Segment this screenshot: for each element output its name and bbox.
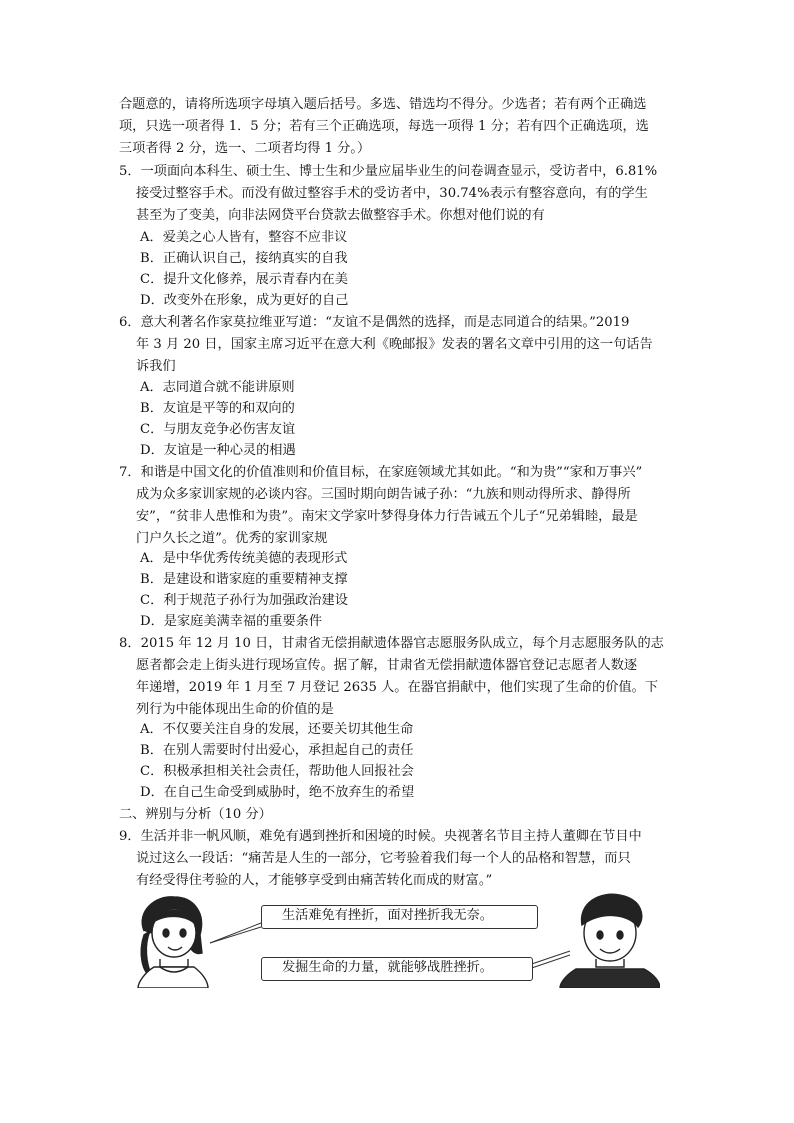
bubble-text: 发掘生命的力量，就能够战胜挫折。 (282, 960, 493, 975)
question-5-stem-line: 甚至为了变美，向非法网贷平台贷款去做整容手术。你想对他们说的有 (136, 208, 545, 223)
question-9-stem-line: 说过这么一段话：“痛苦是人生的一部分，它考验着我们每一个人的品格和智慧，而只 (136, 851, 631, 866)
question-6-option-c: C．与朋友竞争必伤害友谊 (140, 422, 296, 437)
question-6-option-d: D．友谊是一种心灵的相遇 (140, 443, 296, 458)
question-7-option-a: A．是中华优秀传统美德的表现形式 (140, 551, 348, 566)
bubble-text: 生活难免有挫折，面对挫折我无奈。 (282, 908, 493, 923)
speech-bubble-boy (261, 957, 533, 981)
question-7-option-c: C．利于规范子孙行为加强政治建设 (140, 593, 348, 608)
pointer-line (210, 927, 261, 943)
question-8-stem-line: 年递增，2019 年 1 月至 7 月登记 2635 人。在器官捐献中，他们实现了生命的价值。下 (136, 680, 659, 695)
question-5-stem-line: 接受过整容手术。而没有做过整容手术的受访者中，30.74%表示有整容意向，有的学生 (136, 186, 648, 201)
question-8-option-d: D．在自己生命受到威胁时，绝不放弃生的希望 (140, 785, 415, 800)
dialogue-illustration (130, 893, 660, 988)
question-6-stem-line: 年 3 月 20 日，国家主席习近平在意大利《晚邮报》发表的署名文章中引用的这一句话告 (136, 337, 653, 352)
section-heading: 二、辨别与分析（10 分） (119, 807, 272, 822)
speech-bubble-girl (261, 905, 538, 929)
question-5-option-a: A．爱美之心人皆有，整容不应非议 (140, 230, 348, 245)
question-7-stem-line: 安”，“贫非人患惟和为贵”。南宋文学家叶梦得身体力行告诫五个儿子“兄弟辑睦，最是 (136, 509, 638, 524)
question-5-option-d: D．改变外在形象，成为更好的自己 (140, 293, 349, 308)
question-6-option-b: B．友谊是平等的和双向的 (140, 401, 295, 416)
intro-line: 三项者得 2 分，选一、二项者均得 1 分。） (119, 141, 371, 156)
question-9-stem-line: 9．生活并非一帆风顺，难免有遇到挫折和困境的时候。央视著名节目主持人董卿在节目中 (119, 829, 642, 844)
question-8-stem-line: 8．2015 年 12 月 10 日，甘肃省无偿捐献遗体器官志愿服务队成立，每个月志愿服务队的志 (119, 636, 664, 651)
question-9-stem-line: 有经受得住考验的人，才能够享受到由痛苦转化而成的财富。” (136, 873, 493, 888)
question-8-stem-line: 愿者都会走上街头进行现场宣传。据了解，甘肃省无偿捐献遗体器官登记志愿者人数逐 (136, 658, 638, 673)
question-6-stem-line: 6．意大利著名作家莫拉维亚写道：“友谊不是偶然的选择，而是志同道合的结果。”2019 (119, 315, 630, 330)
question-5-stem-line: 5．一项面向本科生、硕士生、博士生和少量应届毕业生的问卷调查显示，受访者中，6.81% (119, 164, 658, 179)
boy-figure (560, 894, 660, 988)
question-6-option-a: A．志同道合就不能讲原则 (140, 380, 295, 395)
intro-line: 项，只选一项者得 1．5 分；若有三个正确选项，每选一项得 1 分；若有四个正确选项，选 (119, 119, 649, 134)
question-7-option-b: B．是建设和谐家庭的重要精神支撑 (140, 572, 348, 587)
question-8-option-a: A．不仅要关注自身的发展，还要关切其他生命 (140, 722, 414, 737)
question-7-stem-line: 成为众多家训家规的必谈内容。三国时期向朗告诫子孙：“九族和则动得所求、静得所 (136, 487, 631, 502)
question-5-option-b: B．正确认识自己，接纳真实的自我 (140, 251, 348, 266)
question-8-option-b: B．在别人需要时付出爱心，承担起自己的责任 (140, 743, 414, 758)
question-5-option-c: C．提升文化修养，展示青春内在美 (140, 272, 348, 287)
pointer-line (210, 923, 261, 943)
question-7-stem-line: 门户久长之道”。优秀的家训家规 (136, 531, 328, 546)
question-7-option-d: D．是家庭美满幸福的重要条件 (140, 614, 323, 629)
question-7-stem-line: 7．和谐是中国文化的价值准则和价值目标，在家庭领域尤其如此。“和为贵”“家和万事兴” (119, 465, 643, 480)
question-8-stem-line: 列行为中能体现出生命的价值的是 (136, 702, 334, 717)
question-8-option-c: C．积极承担相关社会责任，帮助他人回报社会 (140, 764, 414, 779)
intro-line: 合题意的，请将所选项字母填入题后括号。多选、错选均不得分。少选者；若有两个正确选 (119, 97, 647, 112)
girl-figure (138, 897, 208, 988)
question-6-stem-line: 诉我们 (136, 359, 176, 374)
